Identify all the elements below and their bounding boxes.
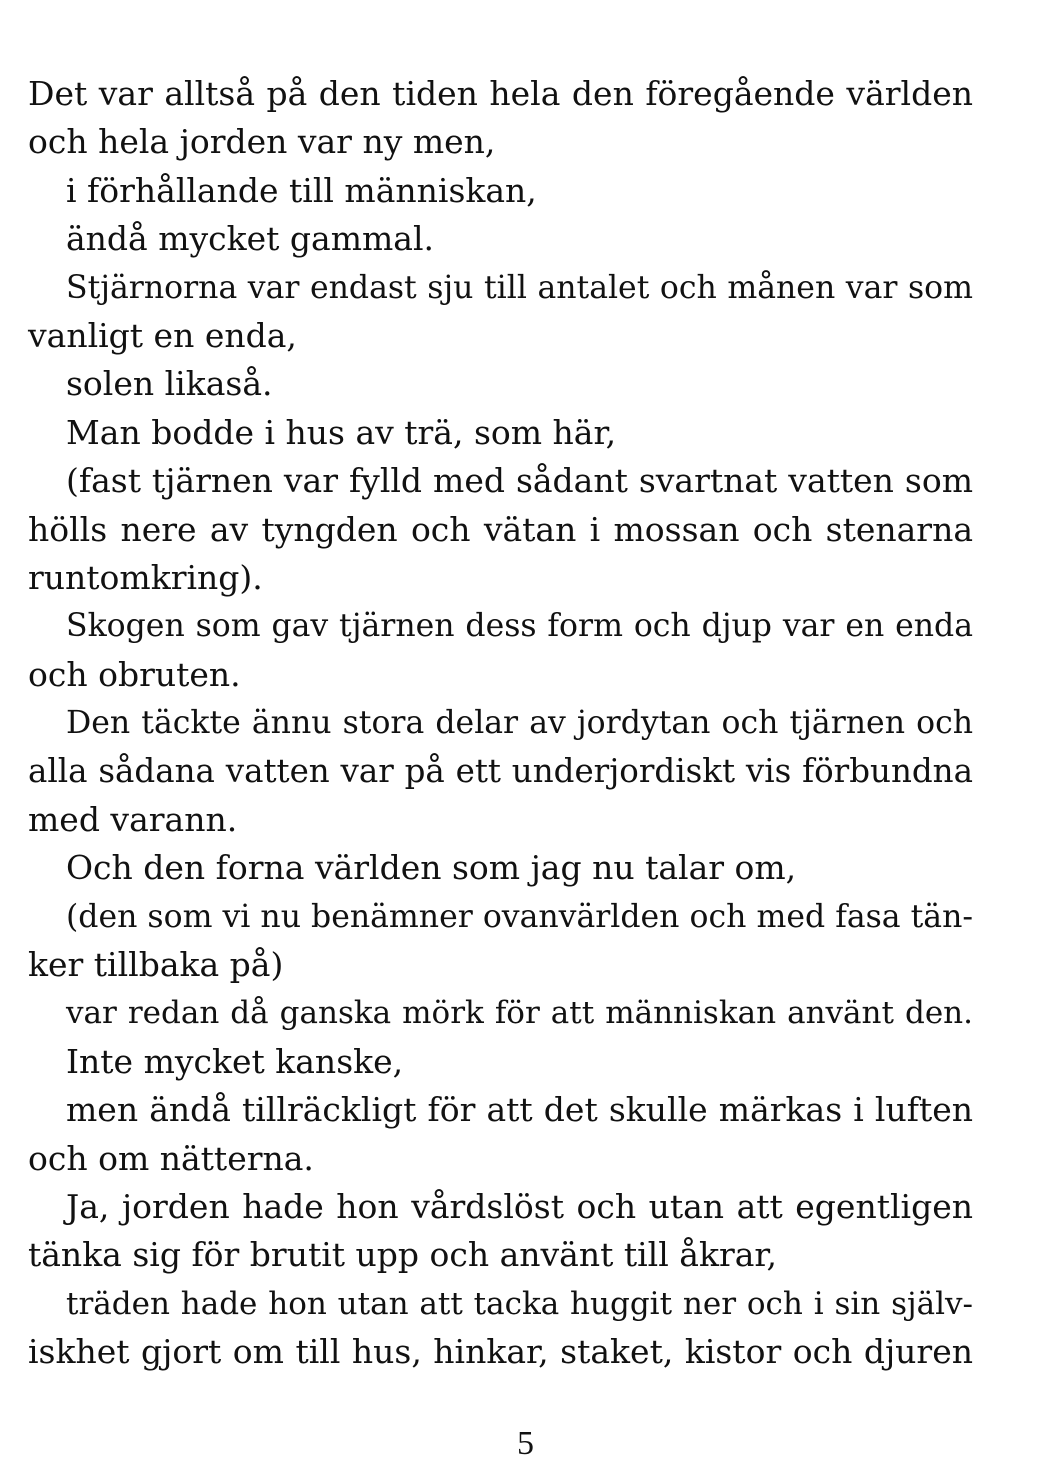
text-line: i förhållande till människan, xyxy=(66,170,537,210)
text-line: Den täckte ännu stora delar av jordytan och tjärnen och xyxy=(66,705,973,742)
text-line: Inte mycket kanske, xyxy=(66,1041,404,1081)
poem-text xyxy=(28,70,973,1377)
page-number: 5 xyxy=(517,1425,534,1462)
text-line: Ja, jorden hade hon vårdslöst och utan att egentligen xyxy=(66,1186,973,1226)
text-line: träden hade hon utan att tacka huggit ner och i sin själv- xyxy=(66,1285,973,1322)
text-line: Man bodde i hus av trä, som här, xyxy=(66,412,617,452)
text-line: tänka sig för brutit upp och använt till åkrar, xyxy=(28,1235,778,1275)
text-line: Det var alltså på den tiden hela den föregående världen xyxy=(28,74,973,113)
text-line: hölls nere av tyngden och vätan i mossan och stenarna xyxy=(28,509,973,549)
text-line: alla sådana vatten var på ett underjordiskt vis förbundna xyxy=(28,752,973,791)
text-line: ker tillbaka på) xyxy=(28,945,284,985)
text-line: (den som vi nu benämner ovanvärlden och med fasa tän- xyxy=(66,898,973,935)
text-line: iskhet gjort om till hus, hinkar, staket, kistor och djuren xyxy=(28,1332,973,1372)
text-line: solen likaså. xyxy=(66,364,273,404)
text-line: var redan då ganska mörk för att människan använt den. xyxy=(66,995,973,1032)
text-line: och om nätterna. xyxy=(28,1138,314,1178)
text-line: Skogen som gav tjärnen dess form och djup var en enda xyxy=(66,608,973,645)
text-line: och hela jorden var ny men, xyxy=(28,122,496,162)
text-line: och obruten. xyxy=(28,654,241,694)
text-line: runtomkring). xyxy=(28,557,263,597)
text-line: Och den forna världen som jag nu talar om, xyxy=(66,848,797,888)
text-line: men ändå tillräckligt för att det skulle märkas i luften xyxy=(66,1090,973,1130)
text-line: Stjärnorna var endast sju till antalet och månen var som xyxy=(66,269,973,306)
text-line: (fast tjärnen var fylld med sådant svartnat vatten som xyxy=(66,461,973,501)
text-line: vanligt en enda, xyxy=(28,315,297,355)
text-line: ändå mycket gammal. xyxy=(66,219,435,259)
text-line: med varann. xyxy=(28,799,238,839)
